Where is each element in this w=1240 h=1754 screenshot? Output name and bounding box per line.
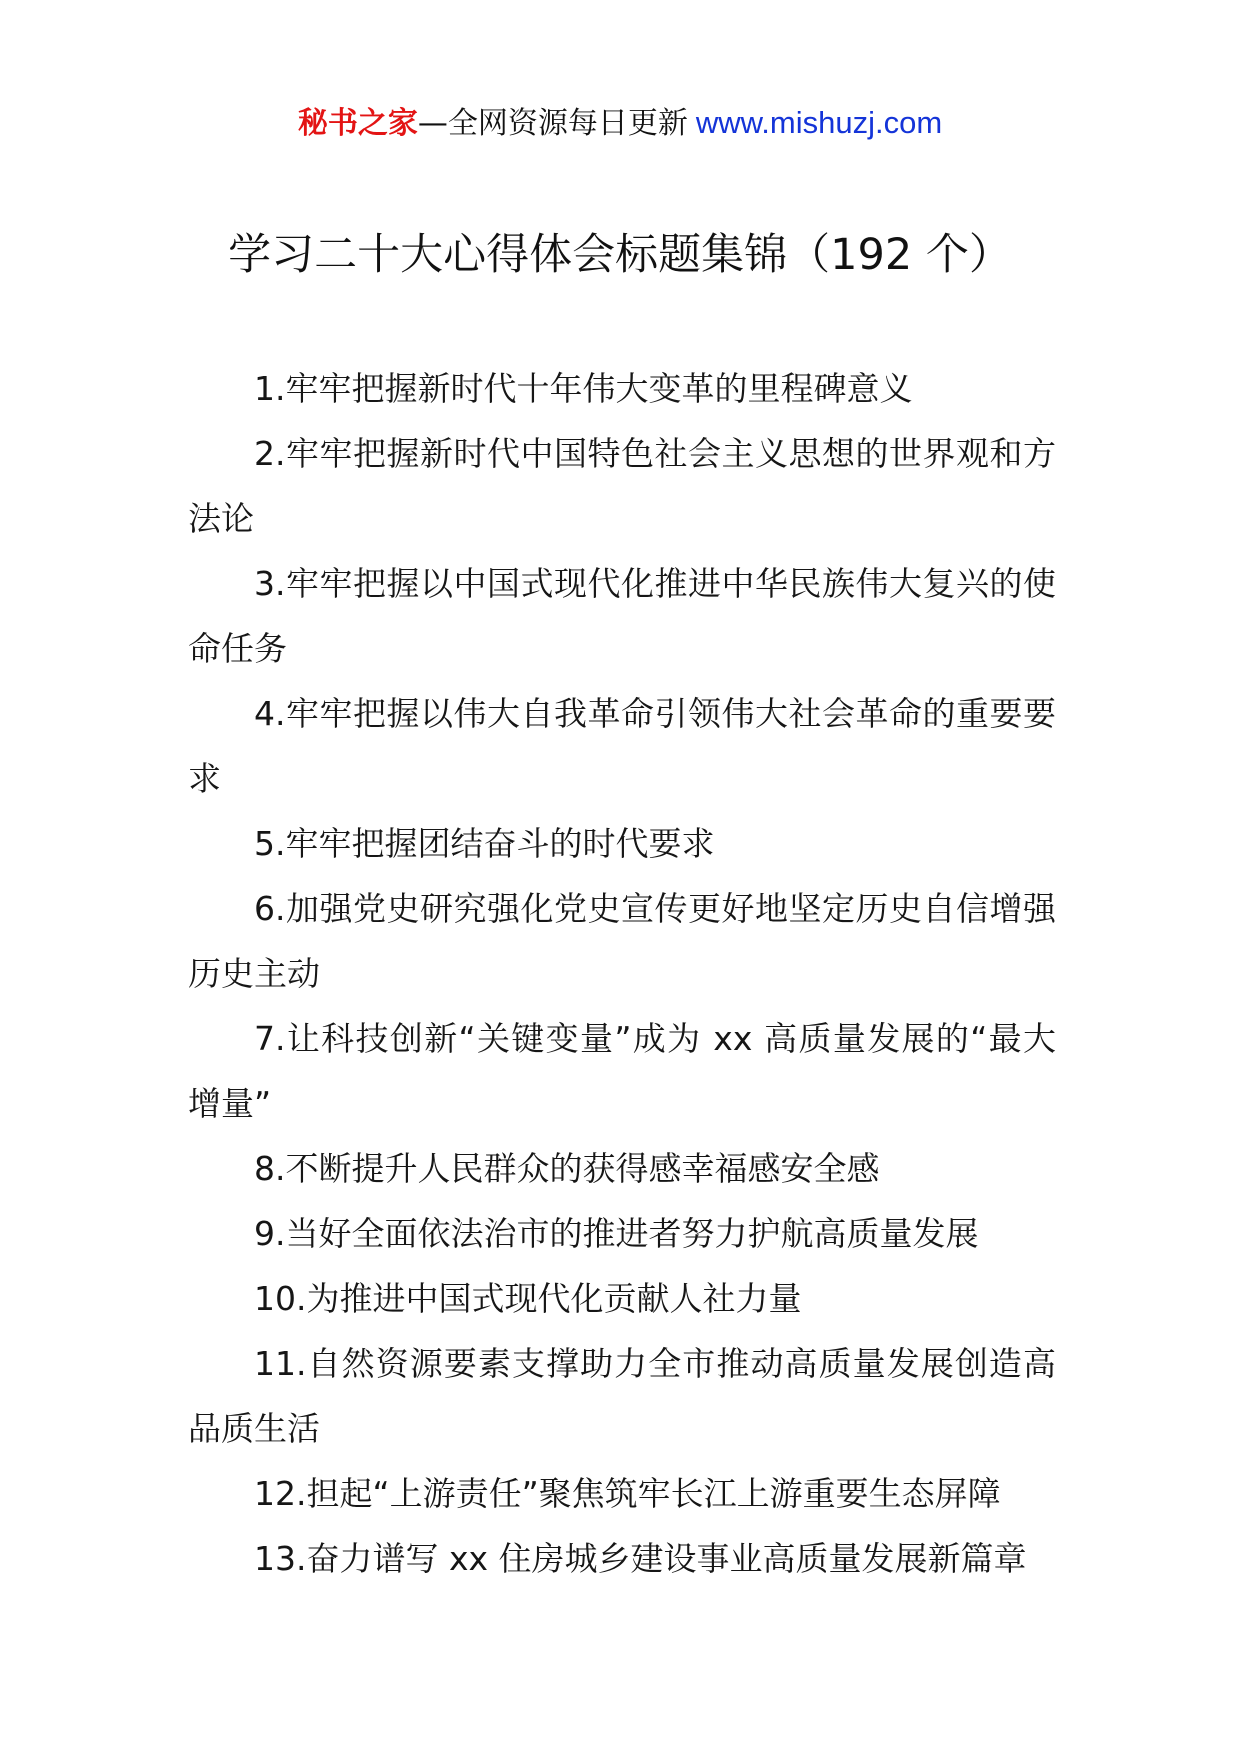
site-header	[0, 103, 1240, 144]
list-item: 4.牢牢把握以伟大自我革命引领伟大社会革命的重要要求	[188, 694, 1056, 798]
list-item: 10.为推进中国式现代化贡献人社力量	[254, 1279, 802, 1318]
list-item: 11.自然资源要素支撑助力全市推动高质量发展创造高品质生活	[188, 1344, 1056, 1448]
site-url-link[interactable]: www.mishuzj.com	[695, 105, 943, 140]
document-title: 学习二十大心得体会标题集锦（192 个）	[228, 230, 1012, 280]
list-item: 2.牢牢把握新时代中国特色社会主义思想的世界观和方法论	[188, 434, 1056, 538]
list-item: 5.牢牢把握团结奋斗的时代要求	[254, 824, 715, 863]
list-item: 6.加强党史研究强化党史宣传更好地坚定历史自信增强历史主动	[188, 889, 1056, 993]
site-tagline: —全网资源每日更新	[417, 106, 688, 141]
list-item: 7.让科技创新“关键变量”成为 xx 高质量发展的“最大增量”	[188, 1019, 1056, 1123]
list-item: 12.担起“上游责任”聚焦筑牢长江上游重要生态屏障	[254, 1474, 1001, 1513]
list-item: 3.牢牢把握以中国式现代化推进中华民族伟大复兴的使命任务	[188, 564, 1056, 668]
list-item: 8.不断提升人民群众的获得感幸福感安全感	[254, 1149, 880, 1188]
list-item: 9.当好全面依法治市的推进者努力护航高质量发展	[254, 1214, 979, 1253]
list-item: 1.牢牢把握新时代十年伟大变革的里程碑意义	[254, 369, 913, 408]
list-item: 13.奋力谱写 xx 住房城乡建设事业高质量发展新篇章	[254, 1539, 1027, 1578]
title-list	[188, 356, 1056, 1591]
site-brand: 秘书之家	[297, 106, 418, 141]
